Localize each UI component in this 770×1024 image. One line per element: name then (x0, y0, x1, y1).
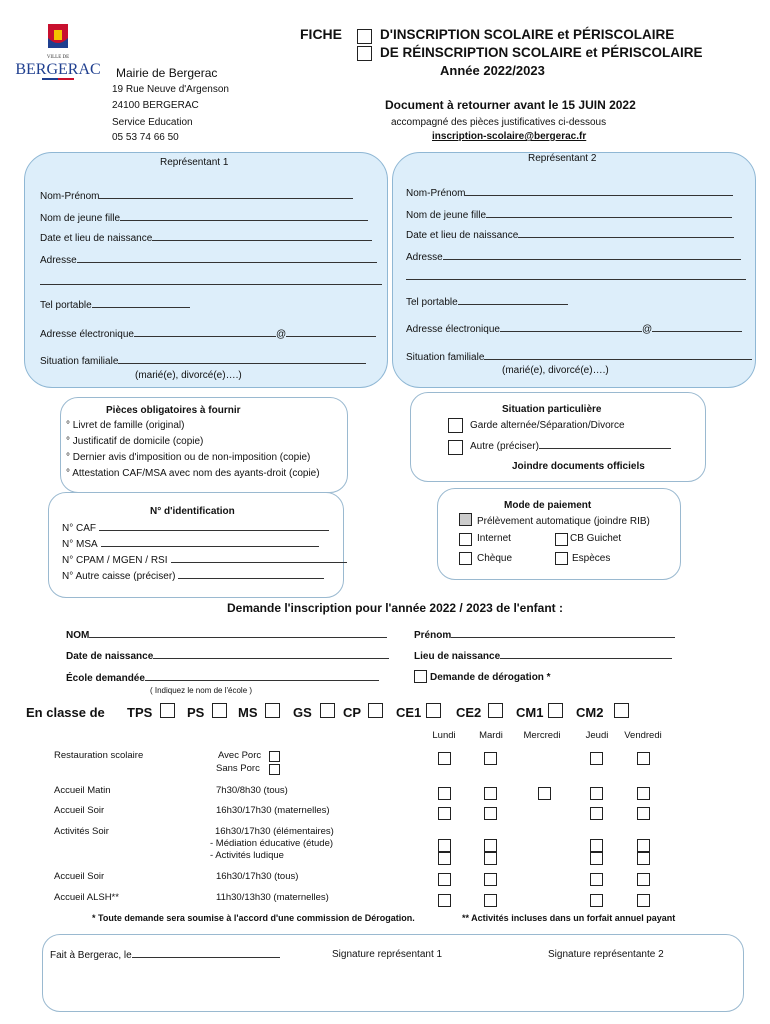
activity-accueil-soir-tous-label: Accueil Soir (54, 871, 105, 882)
restauration-mardi-checkbox[interactable] (484, 752, 497, 765)
accueil-alsh-mardi-checkbox[interactable] (484, 894, 497, 907)
rep1-email-field[interactable]: Adresse électronique @ (40, 328, 376, 340)
rep2-adresse-suite-field[interactable] (406, 271, 746, 283)
classe-tps-checkbox[interactable] (160, 703, 175, 718)
activity-restauration-detail: Avec Porc (218, 750, 262, 761)
child-heading: Demande l'inscription pour l'année 2022 / 2023 de l'enfant : (227, 601, 563, 615)
accueil-soir-tous-mardi-checkbox[interactable] (484, 873, 497, 886)
rep2-adresse-field[interactable]: Adresse (406, 251, 741, 263)
accueil-soir-maternelles-mardi-checkbox[interactable] (484, 807, 497, 820)
classe-ms-label: MS (238, 705, 258, 720)
activity-accueil-alsh-detail: 11h30/13h30 (maternelles) (216, 892, 329, 903)
bergerac-logo (12, 22, 104, 82)
child-nom-field[interactable]: NOM (66, 629, 387, 641)
cheque-checkbox[interactable] (459, 552, 472, 565)
avec-porc-checkbox[interactable] (269, 751, 280, 762)
accueil-soir-maternelles-vendredi-checkbox[interactable] (637, 807, 650, 820)
activity-restauration-detail2: Sans Porc (216, 763, 260, 774)
rep2-nom-jeune-fille-field[interactable]: Nom de jeune fille (406, 209, 732, 221)
day-lundi: Lundi (432, 730, 456, 741)
activity-accueil-matin-label: Accueil Matin (54, 785, 111, 796)
rep1-nom-prenom-field[interactable]: Nom-Prénom (40, 190, 353, 202)
classe-tps-label: TPS (127, 705, 153, 720)
internet-checkbox[interactable] (459, 533, 472, 546)
accueil-matin-jeudi-checkbox[interactable] (590, 787, 603, 800)
svg-text:VILLE DE: VILLE DE (46, 55, 70, 60)
rep2-email-field[interactable]: Adresse électronique @ (406, 323, 742, 335)
accueil-soir-tous-lundi-checkbox[interactable] (438, 873, 451, 886)
autre-caisse-field[interactable]: N° Autre caisse (préciser) (62, 570, 324, 582)
activites-soir-mardi-checkbox[interactable] (484, 839, 497, 852)
activites-soir-jeudi-checkbox[interactable] (590, 839, 603, 852)
identification-title: N° d'identification (150, 506, 235, 517)
footnote-forfait: ** Activités incluses dans un forfait annuel payant (462, 913, 676, 923)
option-inscription: D'INSCRIPTION SCOLAIRE et PÉRISCOLAIRE (380, 27, 675, 42)
caf-field[interactable]: N° CAF (62, 522, 329, 534)
rep2-tel-portable-field[interactable]: Tel portable (406, 296, 568, 308)
paiement-title: Mode de paiement (504, 500, 592, 511)
mairie-address2: 24100 BERGERAC (112, 100, 199, 111)
activites-soir-jeudi-checkbox-2[interactable] (590, 852, 603, 865)
accueil-soir-maternelles-lundi-checkbox[interactable] (438, 807, 451, 820)
accueil-matin-mardi-checkbox[interactable] (484, 787, 497, 800)
situation-title: Situation particulière (502, 404, 602, 415)
sans-porc-checkbox[interactable] (269, 764, 280, 775)
derogation-checkbox[interactable] (414, 670, 427, 683)
mairie-phone: 05 53 74 66 50 (112, 132, 179, 143)
rep2-situation-note: (marié(e), divorcé(e)….) (502, 365, 609, 376)
fait-a-field[interactable]: Fait à Bergerac, le (50, 949, 280, 961)
cheque-label: Chèque (477, 553, 513, 564)
classe-cm1-checkbox[interactable] (548, 703, 563, 718)
activity-accueil-matin-detail: 7h30/8h30 (tous) (216, 785, 288, 796)
cb-guichet-checkbox[interactable] (555, 533, 568, 546)
option-reinscription: DE RÉINSCRIPTION SCOLAIRE et PÉRISCOLAIRE (380, 45, 703, 60)
deadline: Document à retourner avant le 15 JUIN 2022 (385, 98, 636, 112)
day-mardi: Mardi (479, 730, 503, 741)
inscription-checkbox[interactable] (357, 29, 372, 44)
activity-activites-soir-detail3: - Activités ludique (210, 850, 284, 861)
classe-ps-checkbox[interactable] (212, 703, 227, 718)
activites-soir-vendredi-checkbox[interactable] (637, 839, 650, 852)
activites-soir-mardi-checkbox-2[interactable] (484, 852, 497, 865)
pieces-item: ° Livret de famille (original) (66, 420, 185, 431)
internet-label: Internet (477, 533, 511, 544)
activity-activites-soir-detail2: - Médiation éducative (étude) (210, 838, 334, 849)
classe-cp-label: CP (343, 705, 362, 720)
signature-rep2: Signature représentante 2 (548, 949, 664, 960)
activites-soir-vendredi-checkbox-2[interactable] (637, 852, 650, 865)
svg-text:BERGERAC: BERGERAC (15, 61, 101, 78)
rep1-nom-jeune-fille-field[interactable]: Nom de jeune fille (40, 212, 368, 224)
classe-cm2-checkbox[interactable] (614, 703, 629, 718)
activity-activites-soir-detail: 16h30/17h30 (élémentaires) (215, 826, 334, 837)
signature-rep1: Signature représentant 1 (332, 949, 443, 960)
contact-email[interactable]: inscription-scolaire@bergerac.fr (432, 131, 587, 142)
classe-ps-label: PS (187, 705, 205, 720)
signature-panel (42, 934, 744, 1012)
rep1-situation-note: (marié(e), divorcé(e)….) (135, 370, 242, 381)
classe-label: En classe de (26, 705, 105, 720)
rep2-situation-familiale-field[interactable]: Situation familiale (406, 351, 752, 363)
autre-checkbox[interactable] (448, 440, 463, 455)
derogation-label: Demande de dérogation * (430, 672, 551, 683)
garde-alternee-checkbox[interactable] (448, 418, 463, 433)
reinscription-checkbox[interactable] (357, 46, 372, 61)
classe-ce2-label: CE2 (456, 705, 482, 720)
accueil-alsh-vendredi-checkbox[interactable] (637, 894, 650, 907)
cb-guichet-label: CB Guichet (570, 533, 622, 544)
child-prenom-field[interactable]: Prénom (414, 629, 675, 641)
classe-gs-label: GS (293, 705, 312, 720)
restauration-vendredi-checkbox[interactable] (637, 752, 650, 765)
classe-ce1-checkbox[interactable] (426, 703, 441, 718)
activity-activites-soir-label: Activités Soir (54, 826, 109, 837)
pieces-item: ° Attestation CAF/MSA avec nom des ayants-droit (copie) (66, 468, 320, 479)
day-mercredi: Mercredi (523, 730, 561, 741)
activity-accueil-soir-maternelles-detail: 16h30/17h30 (maternelles) (216, 805, 330, 816)
activity-accueil-alsh-label: Accueil ALSH** (54, 892, 119, 903)
pieces-title: Pièces obligatoires à fournir (106, 405, 241, 416)
activites-soir-lundi-checkbox[interactable] (438, 839, 451, 852)
rep1-adresse-field[interactable]: Adresse (40, 254, 377, 266)
day-vendredi: Vendredi (624, 730, 662, 741)
ecole-hint: ( Indiquez le nom de l'école ) (150, 686, 253, 695)
msa-field[interactable]: N° MSA (62, 538, 319, 550)
accueil-matin-vendredi-checkbox[interactable] (637, 787, 650, 800)
activity-accueil-soir-maternelles-label: Accueil Soir (54, 805, 105, 816)
day-jeudi: Jeudi (585, 730, 609, 741)
activites-soir-lundi-checkbox-2[interactable] (438, 852, 451, 865)
rep2-date-lieu-naissance-field[interactable]: Date et lieu de naissance (406, 229, 734, 241)
accueil-soir-tous-vendredi-checkbox[interactable] (637, 873, 650, 886)
accueil-soir-maternelles-jeudi-checkbox[interactable] (590, 807, 603, 820)
classe-gs-checkbox[interactable] (320, 703, 335, 718)
rep1-date-lieu-naissance-field[interactable]: Date et lieu de naissance (40, 232, 372, 244)
cpam-field[interactable]: N° CPAM / MGEN / RSI (62, 554, 347, 566)
accueil-alsh-jeudi-checkbox[interactable] (590, 894, 603, 907)
accueil-alsh-lundi-checkbox[interactable] (438, 894, 451, 907)
pieces-item: ° Dernier avis d'imposition ou de non-imposition (copie) (66, 452, 311, 463)
accompany-note: accompagné des pièces justificatives ci-dessous (391, 117, 607, 128)
prelevement-checkbox[interactable] (459, 513, 472, 526)
classe-ce1-label: CE1 (396, 705, 422, 720)
prelevement-label: Prélèvement automatique (joindre RIB) (477, 516, 650, 527)
activity-accueil-soir-tous-detail: 16h30/17h30 (tous) (216, 871, 299, 882)
footnote-derogation: * Toute demande sera soumise à l'accord d'une commission de Dérogation. (92, 913, 415, 923)
fiche-label: FICHE (300, 26, 342, 42)
classe-cm1-label: CM1 (516, 705, 544, 720)
rep2-title: Représentant 2 (528, 153, 597, 164)
child-ecole-field[interactable]: École demandée (66, 672, 379, 684)
restauration-jeudi-checkbox[interactable] (590, 752, 603, 765)
mairie-address1: 19 Rue Neuve d'Argenson (112, 84, 229, 95)
accueil-soir-tous-jeudi-checkbox[interactable] (590, 873, 603, 886)
mairie-name: Mairie de Bergerac (116, 66, 218, 80)
restauration-lundi-checkbox[interactable] (438, 752, 451, 765)
especes-checkbox[interactable] (555, 552, 568, 565)
especes-label: Espèces (572, 553, 611, 564)
child-lieu-field[interactable]: Lieu de naissance (414, 650, 672, 662)
classe-cp-checkbox[interactable] (368, 703, 383, 718)
rep1-adresse-suite-field[interactable] (40, 276, 382, 288)
rep1-situation-familiale-field[interactable]: Situation familiale (40, 355, 366, 367)
classe-cm2-label: CM2 (576, 705, 604, 720)
mairie-service: Service Education (112, 117, 193, 128)
rep1-title: Représentant 1 (160, 157, 229, 168)
garde-alternee-label: Garde alternée/Séparation/Divorce (470, 420, 625, 431)
activity-restauration-label: Restauration scolaire (54, 750, 144, 761)
classe-ce2-checkbox[interactable] (488, 703, 503, 718)
rep2-nom-prenom-field[interactable]: Nom-Prénom (406, 187, 733, 199)
rep1-tel-portable-field[interactable]: Tel portable (40, 299, 190, 311)
accueil-matin-lundi-checkbox[interactable] (438, 787, 451, 800)
situation-note: Joindre documents officiels (512, 461, 645, 472)
autre-label: Autre (préciser) (470, 440, 671, 452)
pieces-item: ° Justificatif de domicile (copie) (66, 436, 204, 447)
accueil-matin-mercredi-checkbox[interactable] (538, 787, 551, 800)
child-dob-field[interactable]: Date de naissance (66, 650, 389, 662)
classe-ms-checkbox[interactable] (265, 703, 280, 718)
representant-1-panel (24, 152, 388, 388)
school-year: Année 2022/2023 (440, 63, 545, 78)
